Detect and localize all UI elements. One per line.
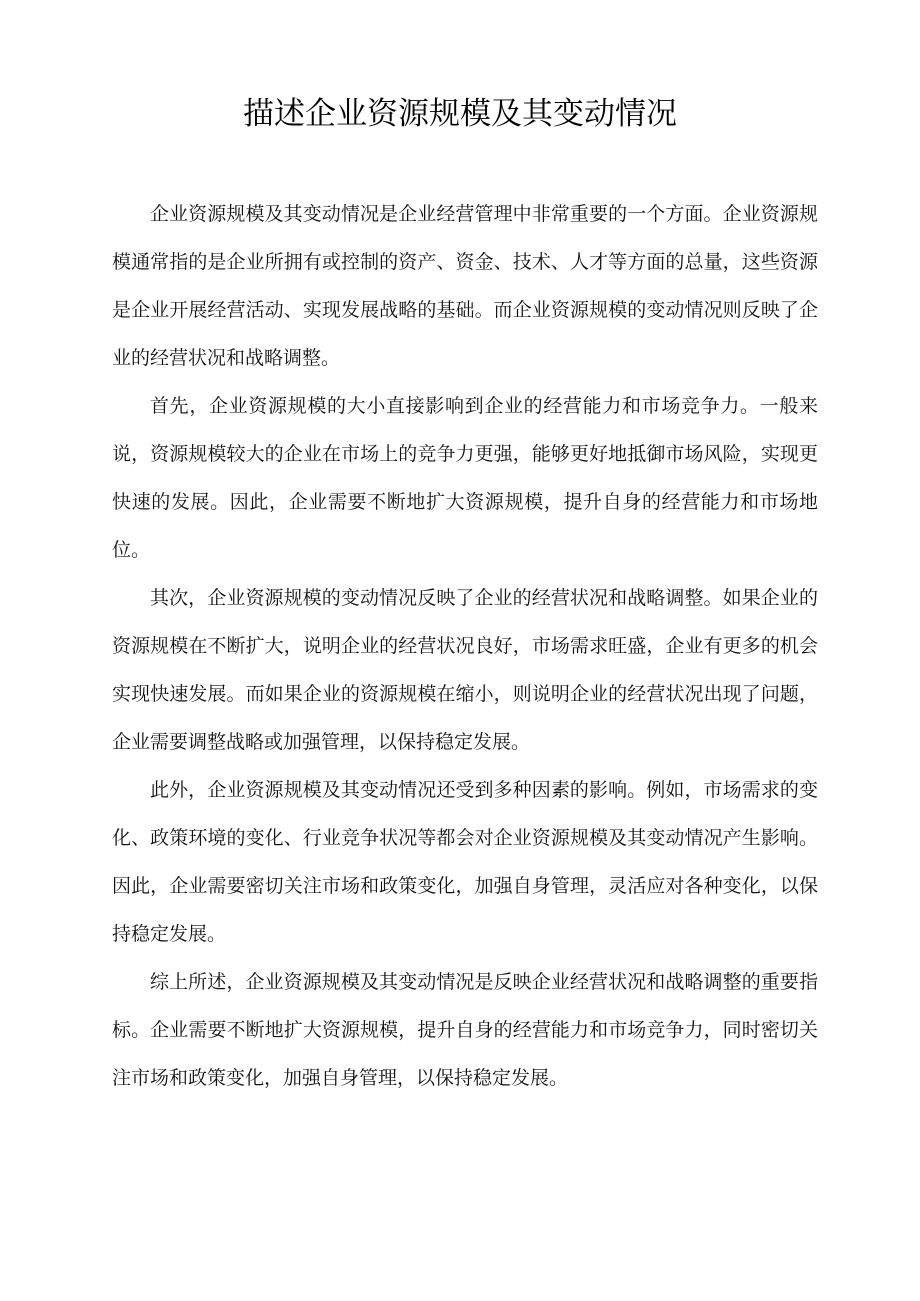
document-body — [112, 190, 818, 1102]
paragraph-2: 首先，企业资源规模的大小直接影响到企业的经营能力和市场竞争力。一般来说，资源规模较大的企业在市场上的竞争力更强，能够更好地抵御市场风险，实现更快速的发展。因此，企业需要不断地扩大资源规模，提升自身的经营能力和市场地位。 — [112, 395, 818, 561]
paragraph-3: 其次，企业资源规模的变动情况反映了企业的经营状况和战略调整。如果企业的资源规模在不断扩大，说明企业的经营状况良好，市场需求旺盛，企业有更多的机会实现快速发展。而如果企业的资源规模在缩小，则说明企业的经营状况出现了问题，企业需要调整战略或加强管理，以保持稳定发展。 — [112, 587, 818, 753]
paragraph-4: 此外，企业资源规模及其变动情况还受到多种因素的影响。例如，市场需求的变化、政策环境的变化、行业竞争状况等都会对企业资源规模及其变动情况产生影响。因此，企业需要密切关注市场和政策变化，加强自身管理，灵活应对各种变化，以保持稳定发展。 — [112, 779, 818, 945]
paragraph-1: 企业资源规模及其变动情况是企业经营管理中非常重要的一个方面。企业资源规模通常指的是企业所拥有或控制的资产、资金、技术、人才等方面的总量，这些资源是企业开展经营活动、实现发展战略的基础。而企业资源规模的变动情况则反映了企业的经营状况和战略调整。 — [112, 203, 818, 369]
document-title: 描述企业资源规模及其变动情况 — [243, 96, 677, 132]
paragraph-5: 综上所述，企业资源规模及其变动情况是反映企业经营状况和战略调整的重要指标。企业需要不断地扩大资源规模，提升自身的经营能力和市场竞争力，同时密切关注市场和政策变化，加强自身管理，以保持稳定发展。 — [112, 971, 818, 1089]
